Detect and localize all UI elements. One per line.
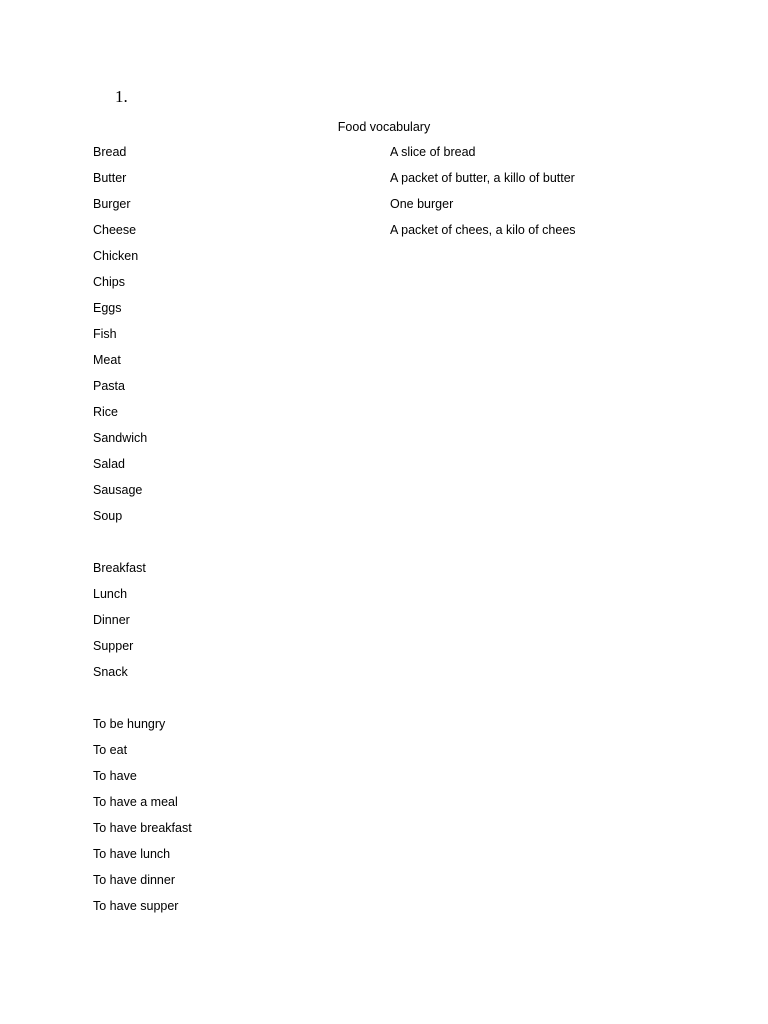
vocab-word-fish: Fish xyxy=(93,327,117,341)
vocab-word-sandwich: Sandwich xyxy=(93,431,148,445)
quantity-phrase-bread: A slice of bread xyxy=(390,145,476,159)
meal-word-breakfast: Breakfast xyxy=(93,561,146,575)
verb-phrase-to-have-breakfast: To have breakfast xyxy=(93,821,192,835)
verb-phrase-to-have-lunch: To have lunch xyxy=(93,847,171,861)
quantity-phrase-cheese: A packet of chees, a kilo of chees xyxy=(390,223,576,237)
blank-line xyxy=(93,689,192,715)
meal-word-dinner: Dinner xyxy=(93,613,130,627)
quantity-phrase-burger: One burger xyxy=(390,197,454,211)
vocab-word-rice: Rice xyxy=(93,405,119,419)
vocab-word-cheese: Cheese xyxy=(93,223,137,237)
verb-phrase-to-have-supper: To have supper xyxy=(93,899,179,913)
vocab-word-soup: Soup xyxy=(93,509,123,523)
vocab-word-meat: Meat xyxy=(93,353,121,367)
verb-phrase-to-have-a-meal: To have a meal xyxy=(93,795,178,809)
vocab-word-chicken: Chicken xyxy=(93,249,139,263)
verb-phrase-to-be-hungry: To be hungry xyxy=(93,717,166,731)
vocab-word-butter: Butter xyxy=(93,171,127,185)
blank-line xyxy=(93,533,192,559)
vocab-word-pasta: Pasta xyxy=(93,379,125,393)
vocab-word-chips: Chips xyxy=(93,275,125,289)
verb-phrase-to-have-dinner: To have dinner xyxy=(93,873,176,887)
vocab-word-salad: Salad xyxy=(93,457,125,471)
verb-phrase-to-eat: To eat xyxy=(93,743,128,757)
vocab-word-eggs: Eggs xyxy=(93,301,122,315)
verb-phrase-to-have: To have xyxy=(93,769,137,783)
meal-word-supper: Supper xyxy=(93,639,134,653)
document-title: Food vocabulary xyxy=(337,120,431,134)
quantity-phrase-butter: A packet of butter, a killo of butter xyxy=(390,171,575,185)
vocab-word-bread: Bread xyxy=(93,145,127,159)
meal-word-snack: Snack xyxy=(93,665,128,679)
vocab-word-sausage: Sausage xyxy=(93,483,143,497)
vocab-word-burger: Burger xyxy=(93,197,131,211)
quantity-phrase-list xyxy=(390,143,576,247)
meal-word-lunch: Lunch xyxy=(93,587,128,601)
vocabulary-word-list xyxy=(93,143,192,923)
list-number: 1. xyxy=(115,87,128,106)
